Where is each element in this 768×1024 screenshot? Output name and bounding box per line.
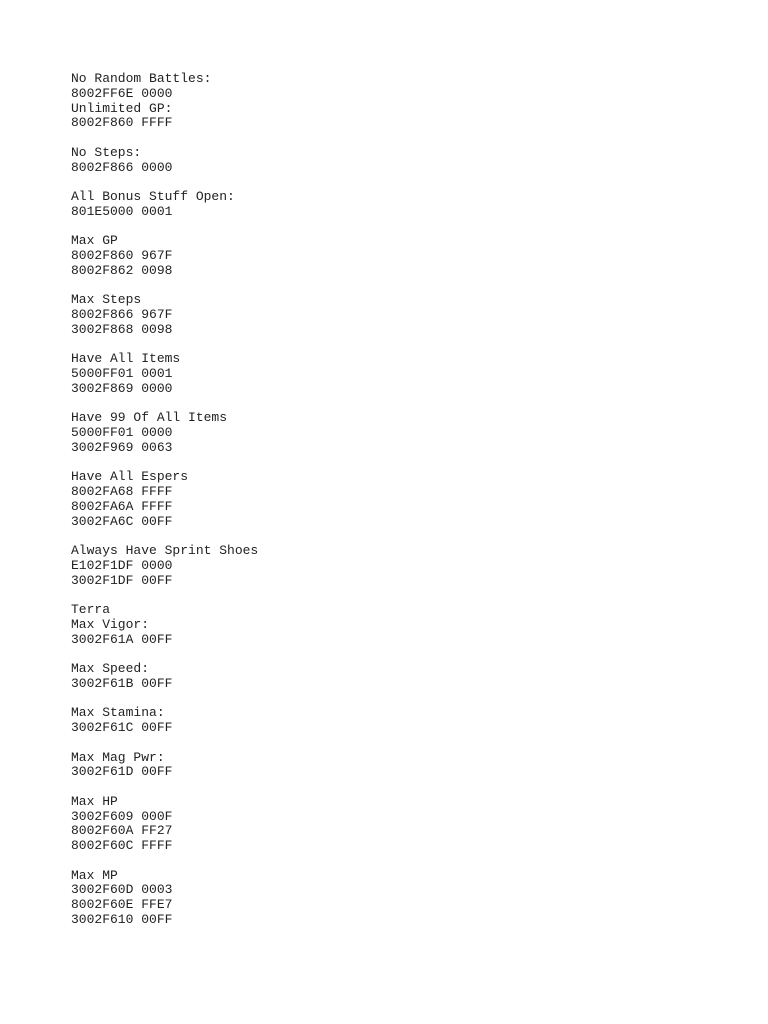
text-line: Have 99 Of All Items xyxy=(71,410,228,426)
text-line: 3002F61A 00FF xyxy=(71,631,173,647)
text-line: 8002F862 0098 xyxy=(71,262,173,278)
blank-line xyxy=(71,397,751,412)
text-line: 8002F866 967F xyxy=(71,307,173,322)
text-line: Max HP xyxy=(71,793,118,809)
text-line: 8002F866 0000 xyxy=(71,159,173,175)
text-line: 8002F60C FFFF xyxy=(71,838,173,853)
text-line: Max Stamina: xyxy=(71,705,165,721)
text-line: 3002F60D 0003 xyxy=(71,882,173,898)
text-line: 8002FF6E 0000 xyxy=(71,85,173,101)
text-line: Max MP xyxy=(71,867,118,883)
blank-line xyxy=(71,456,751,471)
text-line: 3002F61D 00FF xyxy=(71,764,173,780)
text-line: 8002F60E FFE7 xyxy=(71,897,173,912)
text-line: Have All Items xyxy=(71,351,181,367)
text-line: Max GP xyxy=(71,233,118,249)
text-line: 3002F61C 00FF xyxy=(71,720,173,735)
blank-line xyxy=(71,279,751,294)
text-line: 8002FA68 FFFF xyxy=(71,484,173,499)
text-line: 3002F1DF 00FF xyxy=(71,572,173,588)
text-line: 3002F61B 00FF xyxy=(71,675,173,691)
text-line: E102F1DF 0000 xyxy=(71,557,173,573)
text-line: 8002F60A FF27 xyxy=(71,823,173,839)
blank-line xyxy=(71,780,751,795)
blank-line xyxy=(71,736,751,751)
blank-line xyxy=(71,175,751,190)
text-line: 5000FF01 0000 xyxy=(71,425,173,440)
text-line: 8002FA6A FFFF xyxy=(71,498,173,514)
text-line: Unlimited GP: xyxy=(71,100,173,116)
text-line: 3002F610 00FF xyxy=(71,911,173,927)
text-line: Max Speed: xyxy=(71,661,150,676)
text-line: 8002F860 967F xyxy=(71,248,173,263)
text-line: No Random Battles: xyxy=(71,71,212,86)
text-line: All Bonus Stuff Open: xyxy=(71,189,235,204)
text-line: Max Vigor: xyxy=(71,616,150,632)
text-line: 3002F609 000F xyxy=(71,808,173,824)
text-line: Have All Espers xyxy=(71,469,189,485)
text-line: 3002F969 0063 xyxy=(71,439,173,455)
text-line: 8002F860 FFFF xyxy=(71,115,173,131)
blank-line xyxy=(71,131,751,146)
text-line: Always Have Sprint Shoes xyxy=(71,543,259,558)
text-line: Max Steps xyxy=(71,292,142,308)
text-line: 3002F868 0098 xyxy=(71,321,173,337)
text-line: 3002F869 0000 xyxy=(71,380,173,396)
text-line: 3002FA6C 00FF xyxy=(71,513,173,529)
blank-line xyxy=(71,220,751,235)
blank-line xyxy=(71,588,751,603)
blank-line xyxy=(71,529,751,544)
blank-line xyxy=(71,692,751,707)
text-line: Max Mag Pwr: xyxy=(71,749,165,765)
text-line: 5000FF01 0001 xyxy=(71,366,173,381)
text-line: Terra xyxy=(71,602,111,617)
blank-line xyxy=(71,338,751,353)
blank-line xyxy=(71,854,751,869)
blank-line xyxy=(71,647,751,662)
cheat-code-document xyxy=(71,72,751,928)
text-line: 801E5000 0001 xyxy=(71,203,173,219)
text-line: No Steps: xyxy=(71,144,142,160)
